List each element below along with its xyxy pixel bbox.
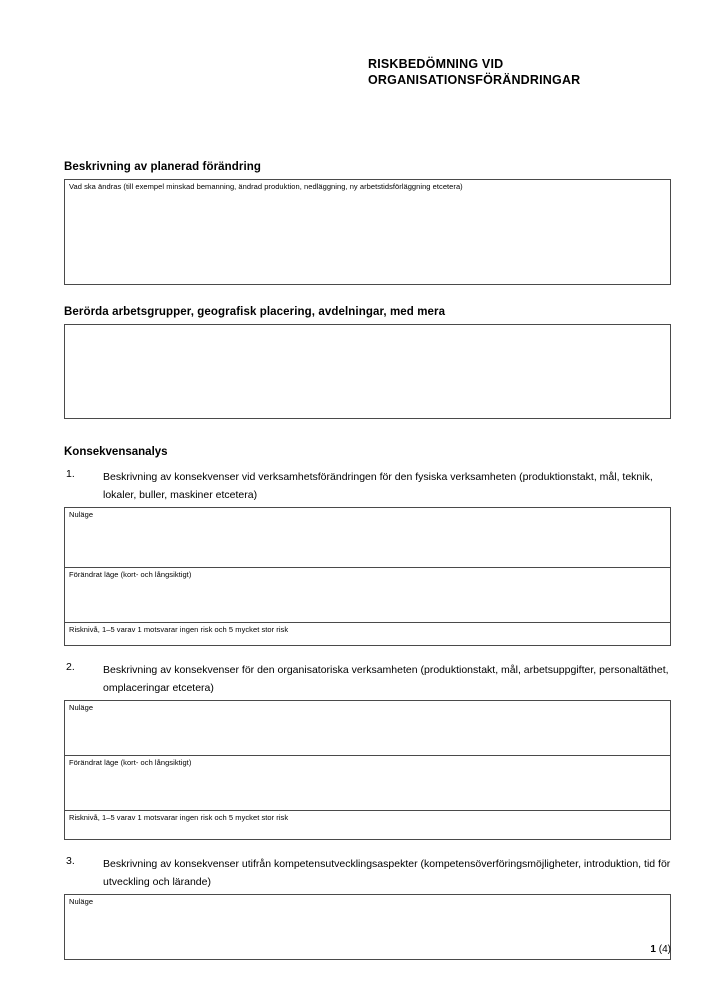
footer-page-total: (4) — [658, 944, 671, 955]
analysis-item-3-number: 3. — [66, 855, 75, 867]
section-heading-planned-change: Beskrivning av planerad förändring — [64, 161, 262, 173]
item-1-current-input[interactable] — [65, 508, 670, 568]
footer-page-current: 1 — [650, 944, 656, 955]
analysis-item-2-text: Beskrivning av konsekvenser för den organisatoriska verksamheten (produktionstakt, mål, arbetsuppgifter, personaltäthet, omplaceringar etcetera) — [103, 664, 669, 694]
affected-groups-input[interactable] — [64, 324, 671, 419]
item-2-changed-label: Förändrat läge (kort- och långsiktigt) — [69, 758, 192, 767]
item-2-risk-label: Risknivå, 1–5 varav 1 motsvarar ingen risk och 5 mycket stor risk — [69, 813, 289, 822]
spacer — [64, 646, 671, 660]
spacer — [64, 285, 671, 305]
spacer — [64, 419, 671, 445]
item-2-risk-input[interactable] — [65, 811, 670, 839]
item-1-changed-label: Förändrat läge (kort- och långsiktigt) — [69, 570, 192, 579]
analysis-item-1-text: Beskrivning av konsekvenser vid verksamhetsförändringen för den fysiska verksamheten (produktionstakt, mål, teknik, lokaler, buller, maskiner etcetera) — [103, 471, 653, 501]
section-heading-affected-groups: Berörda arbetsgrupper, geografisk placering, avdelningar, med mera — [64, 306, 446, 318]
document-title-line-2: ORGANISATIONSFÖRÄNDRINGAR — [368, 73, 581, 87]
analysis-item-2 — [64, 660, 671, 696]
item-2-current-input[interactable] — [65, 701, 670, 756]
analysis-item-1 — [64, 467, 671, 503]
analysis-item-1-table — [64, 507, 671, 646]
document-title — [368, 56, 668, 88]
document-title-line-1: RISKBEDÖMNING VID — [368, 57, 504, 71]
analysis-item-2-number: 2. — [66, 661, 75, 673]
analysis-item-1-number: 1. — [66, 468, 75, 480]
item-3-current-label: Nuläge — [69, 897, 94, 906]
section-heading-consequence-analysis: Konsekvensanalys — [64, 446, 168, 458]
analysis-item-3 — [64, 854, 671, 890]
page-footer — [64, 944, 671, 956]
item-1-risk-label: Risknivå, 1–5 varav 1 motsvarar ingen risk och 5 mycket stor risk — [69, 625, 289, 634]
item-1-risk-input[interactable] — [65, 623, 670, 645]
item-1-current-label: Nuläge — [69, 510, 94, 519]
analysis-item-2-table — [64, 700, 671, 840]
analysis-item-3-text: Beskrivning av konsekvenser utifrån kompetensutvecklingsaspekter (kompetensöverföringsmöjligheter, introduktion, tid för utveckling och lärande) — [103, 858, 671, 888]
item-2-changed-input[interactable] — [65, 756, 670, 811]
planned-change-field-label: Vad ska ändras (till exempel minskad bemanning, ändrad produktion, nedläggning, ny arbetstidsförläggning etcetera) — [69, 182, 463, 191]
document-content — [64, 160, 671, 960]
planned-change-input[interactable] — [64, 179, 671, 285]
item-2-current-label: Nuläge — [69, 703, 94, 712]
spacer — [64, 840, 671, 854]
item-1-changed-input[interactable] — [65, 568, 670, 623]
